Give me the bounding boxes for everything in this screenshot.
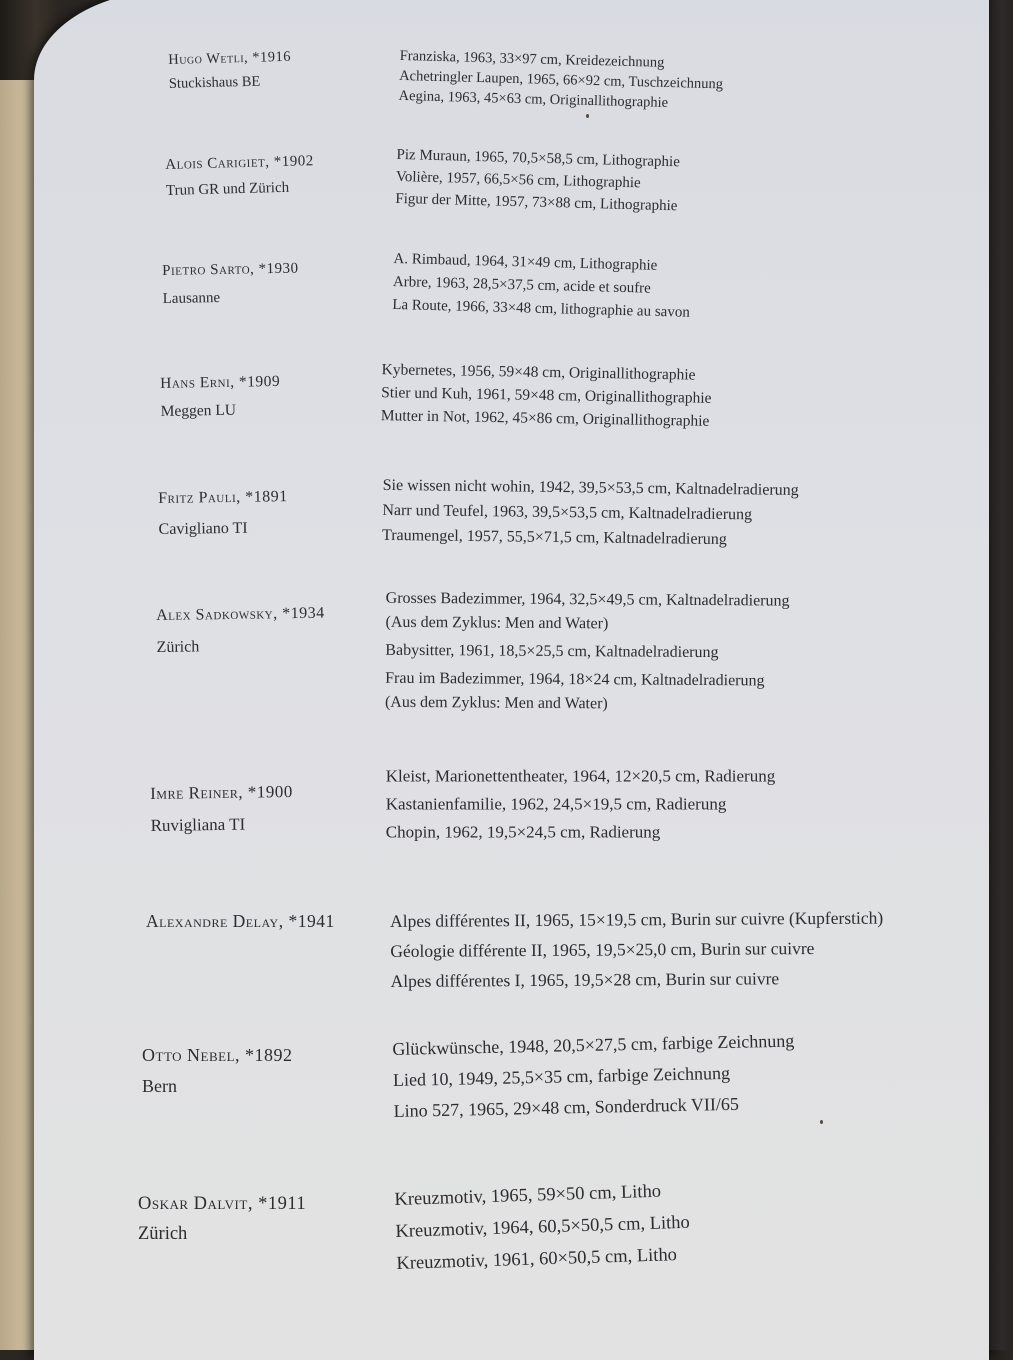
artist-place: Lausanne [162, 289, 221, 307]
work-item: Lied 10, 1949, 25,5×35 cm, farbige Zeichnung [392, 1062, 731, 1090]
artist-block [156, 601, 397, 660]
paper-speck [586, 114, 589, 118]
work-item: Kreuzmotiv, 1961, 60×50,5 cm, Litho [396, 1245, 678, 1274]
artist-name: Oskar Dalvit, *1911 [138, 1194, 307, 1214]
artist-place: Meggen LU [160, 401, 237, 420]
work-item: La Route, 1966, 33×48 cm, lithographie au savon [392, 296, 691, 321]
works-list [394, 1175, 691, 1280]
artist-name: Fritz Pauli, *1891 [158, 488, 288, 507]
book-page [34, 0, 989, 1360]
work-item: Volière, 1957, 66,5×56 cm, Lithographie [395, 168, 641, 192]
work-item: A. Rimbaud, 1964, 31×49 cm, Lithographie [393, 250, 658, 274]
work-item: (Aus dem Zyklus: Men and Water) [384, 693, 608, 713]
artist-name: Hans Erni, *1909 [160, 372, 281, 392]
work-item: Piz Muraun, 1965, 70,5×58,5 cm, Lithographie [396, 146, 681, 171]
artist-block [138, 1188, 378, 1250]
artist-place: Zürich [138, 1224, 188, 1244]
artist-name: Alois Carigiet, *1902 [165, 153, 314, 173]
work-item: Arbre, 1963, 28,5×37,5 cm, acide et soufre [392, 273, 652, 297]
work-item: Narr und Teufel, 1963, 39,5×53,5 cm, Kaltnadelradierung [382, 501, 753, 524]
work-item: Figur der Mitte, 1957, 73×88 cm, Lithographie [395, 190, 678, 215]
works-list [386, 763, 775, 847]
artist-name: Pietro Sarto, *1930 [162, 260, 299, 279]
works-list [392, 248, 691, 325]
work-item: Kreuzmotiv, 1965, 59×50 cm, Litho [394, 1181, 662, 1210]
artist-block [160, 368, 401, 423]
work-item: Alpes différentes I, 1965, 19,5×28 cm, Burin sur cuivre [390, 968, 780, 991]
artist-place: Cavigliano TI [158, 519, 248, 538]
work-item: Chopin, 1962, 19,5×24,5 cm, Radierung [385, 822, 661, 842]
work-item: Sie wissen nicht wohin, 1942, 39,5×53,5 cm, Kaltnadelradierung [382, 476, 799, 499]
artist-name: Alex Sadkowsky, *1934 [156, 604, 325, 624]
work-item: Mutter in Not, 1962, 45×86 cm, Originallithographie [380, 407, 710, 430]
works-list [385, 587, 790, 718]
work-item: Kybernetes, 1956, 59×48 cm, Originallithographie [381, 361, 696, 384]
work-item: Kleist, Marionettentheater, 1964, 12×20,5 cm, Radierung [385, 766, 776, 786]
work-item: Aegina, 1963, 45×63 cm, Originallithographie [398, 87, 669, 111]
work-item: Géologie différente II, 1965, 19,5×25,0 cm, Burin sur cuivre [390, 938, 815, 961]
artist-name: Alexandre Delay, *1941 [146, 911, 335, 931]
artist-place: Bern [142, 1076, 177, 1096]
work-item: Traumengel, 1957, 55,5×71,5 cm, Kaltnadelradierung [381, 526, 727, 549]
works-list [381, 358, 712, 433]
artist-place: Ruvigliana TI [150, 814, 246, 835]
artist-place: Zürich [156, 638, 200, 656]
artist-block [150, 777, 391, 840]
works-list [395, 144, 680, 217]
artist-name: Imre Reiner, *1900 [150, 782, 293, 803]
artist-block [158, 483, 399, 542]
work-item: Kastanienfamilie, 1962, 24,5×19,5 cm, Radierung [385, 794, 727, 814]
artist-block [146, 906, 386, 936]
artist-place: Trun GR und Zürich [165, 179, 290, 199]
artist-block [142, 1040, 382, 1102]
artist-block [168, 44, 409, 94]
work-item: Kreuzmotiv, 1964, 60,5×50,5 cm, Litho [395, 1212, 691, 1242]
artist-block [165, 148, 406, 202]
works-list [390, 903, 884, 996]
work-item: Frau im Badezimmer, 1964, 18×24 cm, Kaltnadelradierung [385, 669, 765, 690]
artist-place: Stuckishaus BE [168, 73, 261, 92]
works-list [392, 1026, 796, 1127]
work-item: Glückwünsche, 1948, 20,5×27,5 cm, farbige Zeichnung [392, 1030, 795, 1059]
work-item: Babysitter, 1961, 18,5×25,5 cm, Kaltnadelradierung [385, 641, 719, 662]
artist-name: Otto Nebel, *1892 [142, 1045, 293, 1065]
works-list [382, 473, 799, 553]
work-item: Lino 527, 1965, 29×48 cm, Sonderdruck VII/65 [393, 1093, 740, 1121]
works-list [398, 46, 723, 114]
work-item: Grosses Badezimmer, 1964, 32,5×49,5 cm, Kaltnadelradierung [385, 589, 790, 610]
artist-name: Hugo Wetli, *1916 [168, 48, 292, 68]
work-item: Achetringler Laupen, 1965, 66×92 cm, Tuschzeichnung [398, 67, 724, 93]
artist-block [162, 256, 403, 311]
work-item: Alpes différentes II, 1965, 15×19,5 cm, Burin sur cuivre (Kupferstich) [390, 907, 884, 931]
work-item: Franziska, 1963, 33×97 cm, Kreidezeichnung [399, 47, 665, 71]
work-item: (Aus dem Zyklus: Men and Water) [385, 613, 609, 633]
work-item: Stier und Kuh, 1961, 59×48 cm, Originallithographie [381, 384, 712, 407]
paper-speck [820, 1120, 823, 1124]
